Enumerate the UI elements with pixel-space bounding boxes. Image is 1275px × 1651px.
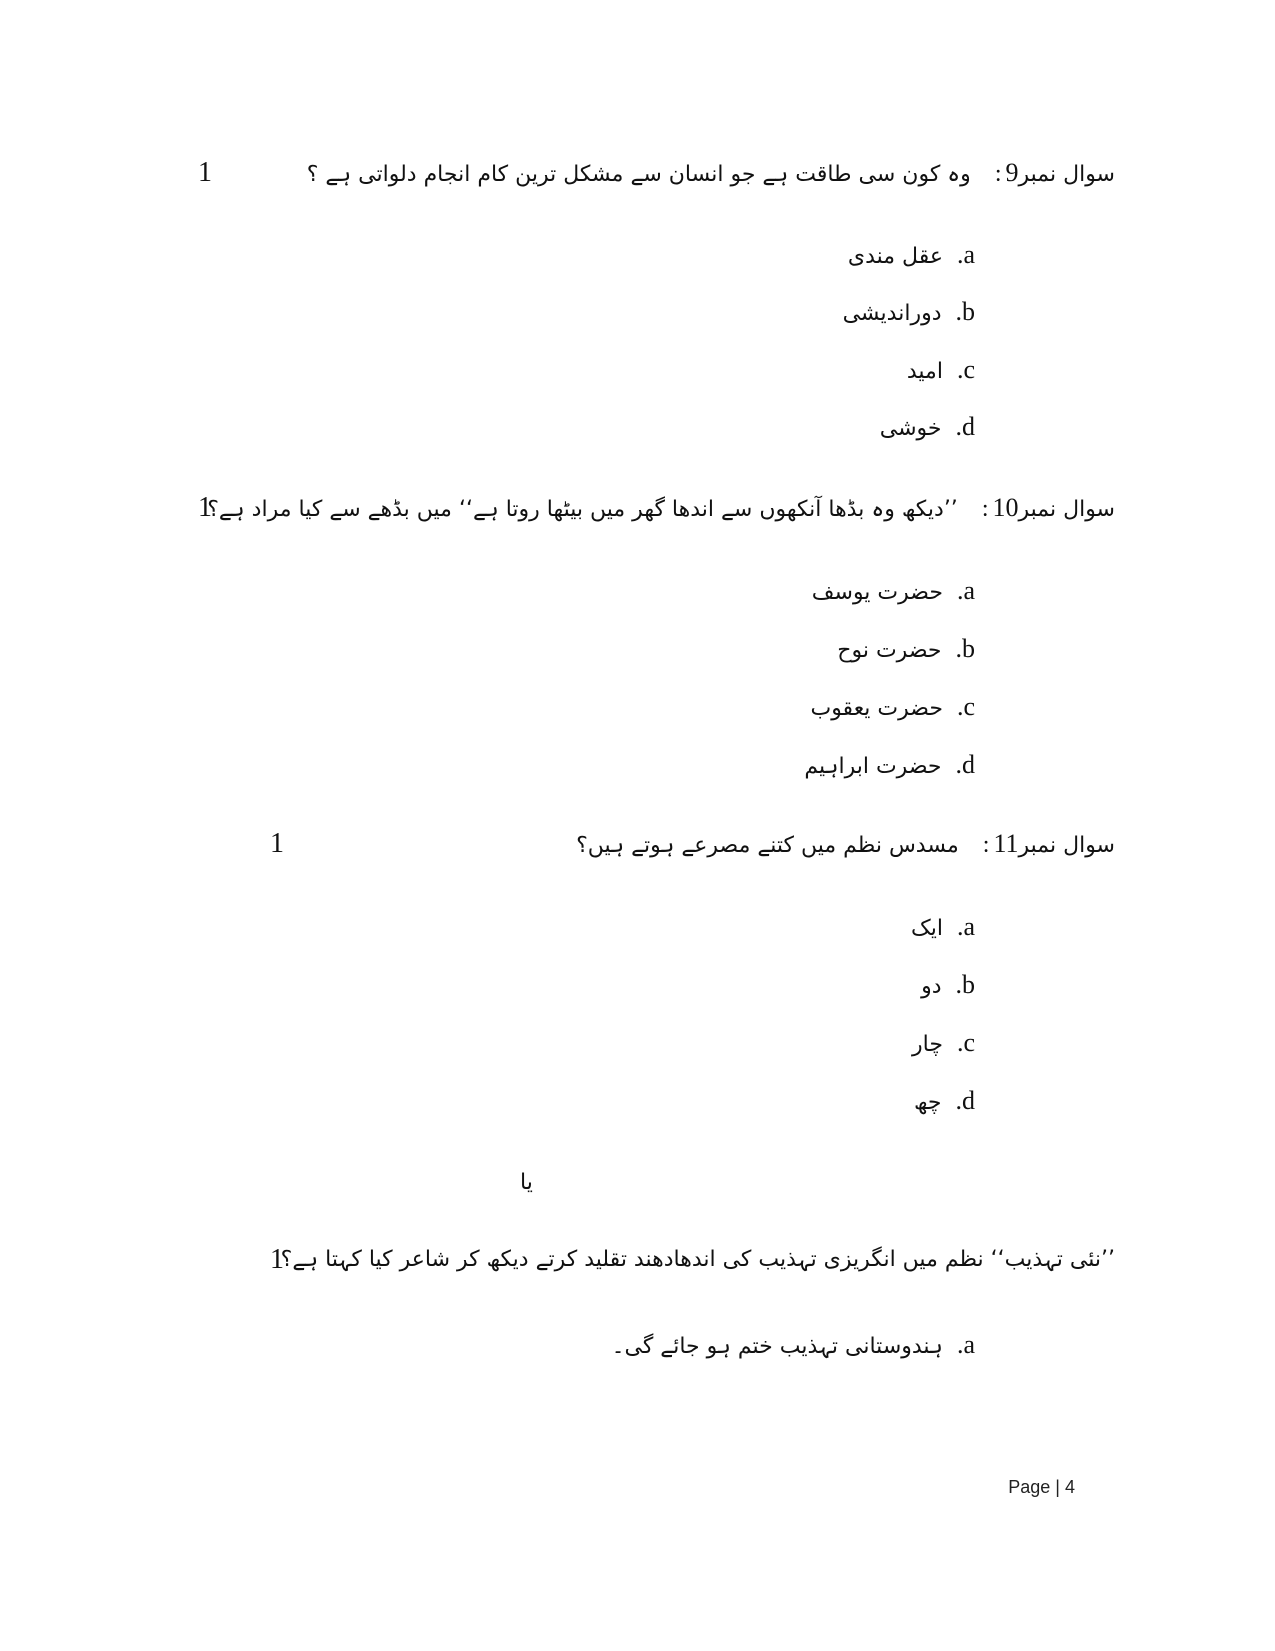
question-11: [576, 829, 1115, 861]
option-11b: [921, 970, 975, 1002]
option-text: حضرت ابراہیم: [804, 754, 942, 779]
option-text: ایک: [911, 916, 943, 941]
option-11a: [911, 912, 975, 944]
option-letter: b.: [955, 297, 975, 326]
option-letter: d.: [955, 412, 975, 441]
option-text: چھ: [914, 1090, 942, 1115]
option-text: امید: [906, 359, 943, 384]
option-text: حضرت یوسف: [811, 580, 943, 605]
question-label: سوال نمبر: [1018, 833, 1115, 858]
option-10c: [810, 692, 975, 724]
option-text: عقل مندی: [847, 244, 943, 269]
question-9: [307, 158, 1115, 190]
question-marks: 1: [198, 492, 212, 523]
option-text: حضرت نوح: [837, 638, 942, 663]
option-10a: [812, 576, 975, 608]
option-letter: c.: [956, 692, 975, 721]
option-9a: [848, 240, 975, 272]
question-text: ’’دیکھ وہ بڈھا آنکھوں سے اندھا گھر میں بیٹھا روتا ہے‘‘ میں بڈھے سے کیا مراد ہے؟: [207, 497, 958, 522]
question-text: ’’نئی تہذیب‘‘ نظم میں انگریزی تہذیب کی اندھادھند تقلید کرتے دیکھ کر شاعر کیا کہتا ہے؟: [280, 1247, 1115, 1272]
option-letter: a.: [956, 1330, 975, 1359]
question-number: 10: [992, 493, 1019, 522]
option-letter: d.: [955, 750, 975, 779]
option-9b: [843, 297, 975, 329]
option-letter: d.: [955, 1086, 975, 1115]
option-letter: b.: [955, 970, 975, 999]
option-alt-a: [612, 1330, 975, 1362]
option-10d: [804, 750, 975, 782]
question-number: 11: [993, 829, 1019, 858]
option-11d: [914, 1086, 975, 1118]
page-number: Page | 4: [1008, 1477, 1075, 1497]
question-separator: :: [982, 832, 990, 858]
question-marks: 1: [270, 1244, 284, 1275]
question-separator: :: [994, 161, 1002, 187]
question-marks: 1: [198, 157, 212, 188]
option-text: ہندوستانی تہذیب ختم ہو جائے گی۔: [611, 1334, 943, 1359]
question-number: 9: [1005, 158, 1019, 187]
or-separator: یا: [520, 1170, 533, 1195]
option-text: خوشی: [879, 416, 942, 441]
option-letter: a.: [956, 240, 975, 269]
option-text: حضرت یعقوب: [810, 696, 943, 721]
option-letter: c.: [956, 355, 975, 384]
question-marks: 1: [270, 828, 284, 859]
option-letter: a.: [956, 912, 975, 941]
option-letter: c.: [956, 1028, 975, 1057]
question-text: وہ کون سی طاقت ہے جو انسان سے مشکل ترین کام انجام دلواتی ہے ؟: [306, 162, 971, 187]
question-10: [207, 493, 1115, 525]
option-11c: [912, 1028, 975, 1060]
option-10b: [837, 634, 975, 666]
option-text: دو: [921, 974, 942, 999]
alternate-question: [281, 1245, 1115, 1275]
question-label: سوال نمبر: [1018, 497, 1115, 522]
option-letter: a.: [956, 576, 975, 605]
question-label: سوال نمبر: [1018, 162, 1115, 187]
option-9c: [907, 355, 975, 387]
question-separator: :: [981, 496, 989, 522]
question-text: مسدس نظم میں کتنے مصرعے ہوتے ہیں؟: [576, 833, 959, 858]
option-9d: [880, 412, 975, 444]
option-text: دوراندیشی: [842, 301, 942, 326]
option-text: چار: [912, 1032, 943, 1057]
option-letter: b.: [955, 634, 975, 663]
